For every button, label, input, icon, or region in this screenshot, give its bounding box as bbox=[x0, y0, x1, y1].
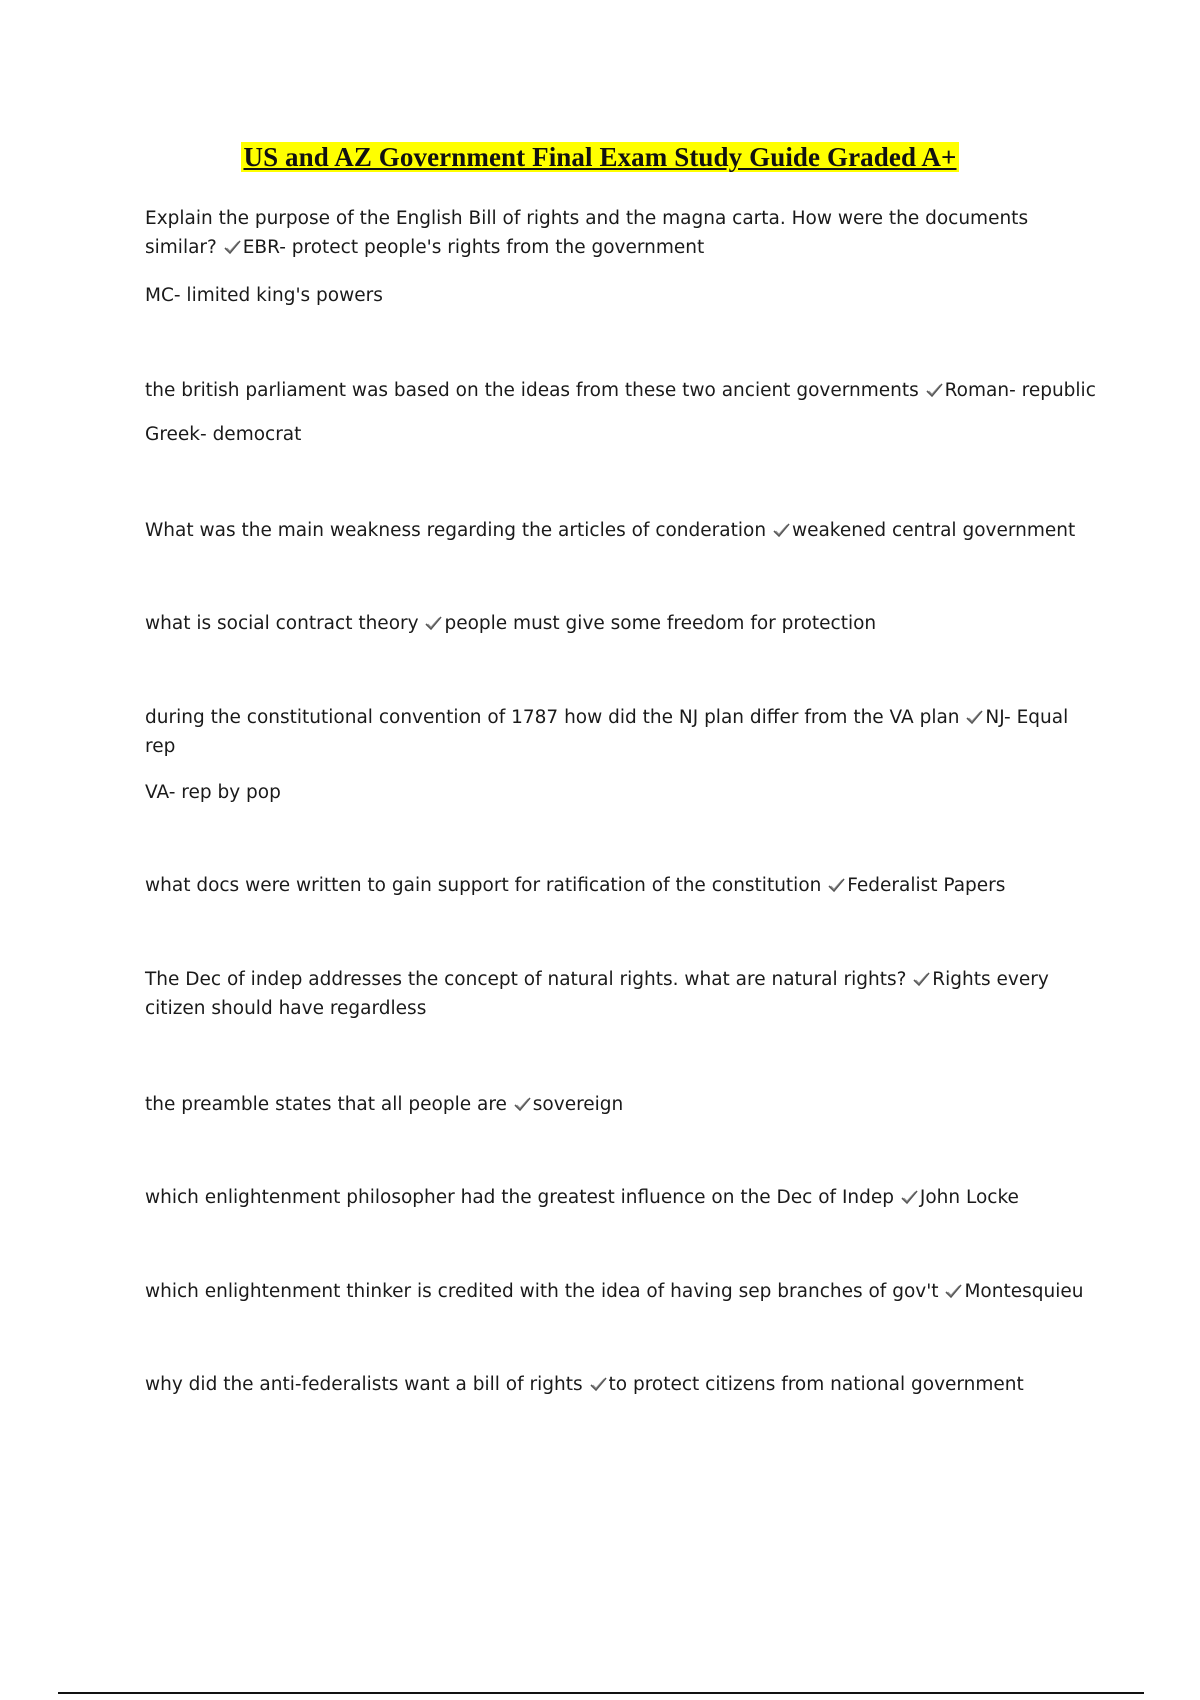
question-text: which enlightenment thinker is credited with the idea of having sep branches of gov't bbox=[145, 1281, 939, 1302]
question-text: the british parliament was based on the ideas from these two ancient governments bbox=[145, 380, 919, 401]
qa-item-6 bbox=[145, 871, 1085, 900]
answer-text: EBR- protect people's rights from the government bbox=[242, 237, 705, 258]
check-mark-icon bbox=[589, 1376, 608, 1392]
question-text: What was the main weakness regarding the articles of conderation bbox=[145, 520, 767, 541]
title-block bbox=[0, 142, 1200, 173]
answer-text: Rights every citizen should have regardless bbox=[145, 969, 1049, 1019]
check-mark-icon bbox=[925, 382, 944, 398]
check-mark-icon bbox=[424, 615, 443, 631]
qa-item-8 bbox=[145, 1090, 1085, 1119]
question-text: The Dec of indep addresses the concept of natural rights. what are natural rights? bbox=[145, 969, 907, 990]
qa-item-9 bbox=[145, 1183, 1085, 1212]
qa-item-2-extra: Greek- democrat bbox=[145, 424, 302, 445]
question-text: which enlightenment philosopher had the greatest influence on the Dec of Indep bbox=[145, 1187, 894, 1208]
question-text: what docs were written to gain support for ratification of the constitution bbox=[145, 875, 822, 896]
answer-text: NJ- Equal rep bbox=[145, 707, 1069, 757]
answer-text: to protect citizens from national government bbox=[608, 1374, 1024, 1395]
qa-item-7 bbox=[145, 965, 1085, 1023]
answer-text: Montesquieu bbox=[964, 1281, 1084, 1302]
qa-item-1-extra: MC- limited king's powers bbox=[145, 285, 383, 306]
check-mark-icon bbox=[772, 522, 791, 538]
question-text: Explain the purpose of the English Bill of rights and the magna carta. How were the documents similar? bbox=[145, 208, 1029, 258]
check-mark-icon bbox=[513, 1096, 532, 1112]
qa-item-3 bbox=[145, 516, 1085, 545]
check-mark-icon bbox=[944, 1283, 963, 1299]
check-mark-icon bbox=[900, 1189, 919, 1205]
qa-item-1 bbox=[145, 204, 1085, 262]
qa-item-5-extra: VA- rep by pop bbox=[145, 782, 281, 803]
footer-rule bbox=[58, 1692, 1144, 1694]
question-text: the preamble states that all people are bbox=[145, 1094, 507, 1115]
qa-item-4 bbox=[145, 609, 1085, 638]
check-mark-icon bbox=[965, 709, 984, 725]
qa-item-10 bbox=[145, 1277, 1085, 1306]
answer-text: John Locke bbox=[919, 1187, 1019, 1208]
qa-item-5 bbox=[145, 703, 1085, 761]
check-mark-icon bbox=[223, 239, 242, 255]
check-mark-icon bbox=[827, 877, 846, 893]
answer-text: Federalist Papers bbox=[847, 875, 1006, 896]
answer-text: Roman- republic bbox=[944, 380, 1096, 401]
question-text: why did the anti-federalists want a bill of rights bbox=[145, 1374, 583, 1395]
check-mark-icon bbox=[912, 971, 931, 987]
question-text: during the constitutional convention of 1787 how did the NJ plan differ from the VA plan bbox=[145, 707, 960, 728]
question-text: what is social contract theory bbox=[145, 613, 419, 634]
answer-text: people must give some freedom for protection bbox=[444, 613, 877, 634]
page-title: US and AZ Government Final Exam Study Guide Graded A+ bbox=[243, 142, 957, 172]
qa-item-2 bbox=[145, 376, 1096, 405]
qa-item-11 bbox=[145, 1370, 1085, 1399]
answer-text: weakened central government bbox=[791, 520, 1076, 541]
answer-text: sovereign bbox=[532, 1094, 624, 1115]
